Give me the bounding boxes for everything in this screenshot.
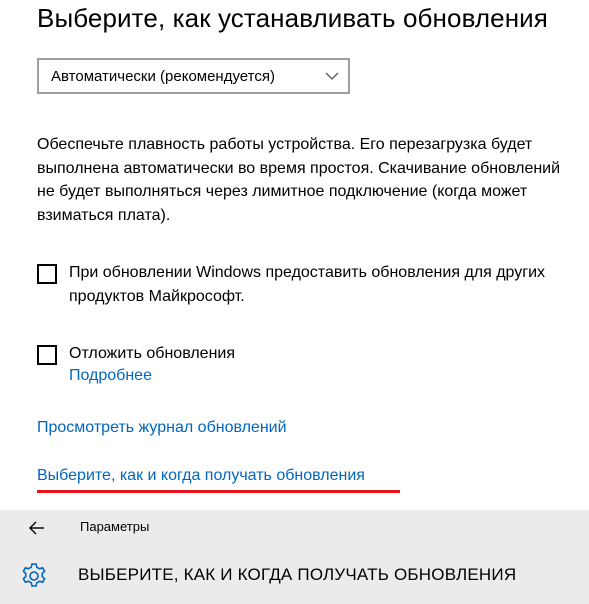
other-products-label: При обновлении Windows предоставить обновления для других продуктов Майкрософт. (69, 264, 546, 305)
defer-updates-checkbox[interactable] (37, 345, 57, 365)
learn-more-link[interactable]: Подробнее (69, 367, 152, 384)
view-update-history-link[interactable]: Просмотреть журнал обновлений (37, 419, 287, 436)
install-mode-description: Обеспечьте плавность работы устройства. Его перезагрузка будет выполнена автоматически во время простоя. Скачивание обновлений не будет выполняться через лимитное подключение (когда может взиматься плата). (37, 136, 561, 224)
settings-app-name: Параметры (80, 519, 150, 534)
choose-delivery-link[interactable]: Выберите, как и когда получать обновления (37, 467, 365, 484)
other-products-checkbox[interactable] (37, 264, 57, 284)
gear-icon (20, 562, 48, 590)
defer-updates-label: Отложить обновления (69, 345, 236, 362)
settings-header (0, 510, 589, 604)
install-mode-dropdown[interactable] (37, 58, 350, 94)
highlight-underline (37, 490, 400, 493)
page-title: Выберите, как устанавливать обновления (37, 3, 548, 33)
option-other-products (37, 264, 549, 309)
chevron-down-icon (324, 68, 340, 84)
install-mode-selected-value: Автоматически (рекомендуется) (51, 68, 275, 85)
back-arrow-icon[interactable] (28, 520, 46, 536)
settings-page-title: ВЫБЕРИТЕ, КАК И КОГДА ПОЛУЧАТЬ ОБНОВЛЕНИЯ (78, 565, 517, 584)
option-defer-updates (37, 345, 235, 366)
